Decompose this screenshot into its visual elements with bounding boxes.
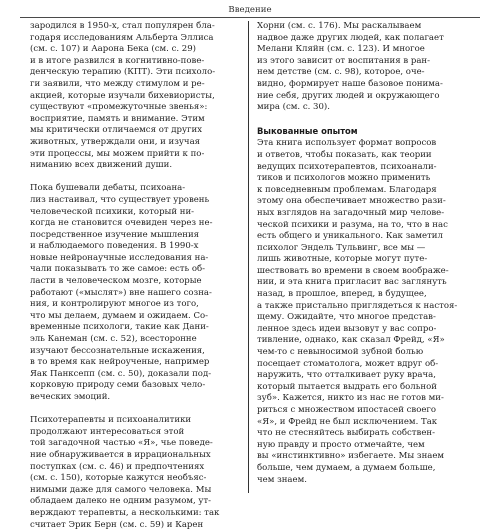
text-line: шествовать во времени в своем воображе- (257, 265, 449, 276)
text-line: чем знаем. (257, 474, 307, 485)
text-line: ги заявили, что между стимулом и ре- (30, 78, 205, 89)
text-line: что не стесняйтесь выбирать собствен- (257, 428, 435, 439)
text-line: к повседневным проблемам. Благодаря (257, 184, 437, 195)
text-line: человеческой психики, который ни- (30, 206, 195, 217)
text-line: щему. Ожидайте, что многое представ- (257, 312, 436, 323)
text-line: той загадочной частью «Я», чье поведе- (30, 438, 213, 449)
text-line: лиз настаивал, что существует уровень (30, 194, 210, 205)
text-line: нем детстве (см. с. 98), которое, оче- (257, 67, 425, 78)
text-line: (см. с. 107) и Аарона Бека (см. с. 29) (30, 44, 197, 55)
text-line: считает Эрик Берн (см. с. 59) и Карен (30, 519, 204, 530)
text-line: в то время как нейроученые, например (30, 357, 210, 368)
text-line: ческой психики и разума, на то, что в нас (257, 219, 448, 230)
header-rule (20, 17, 480, 18)
section-subheading: Выкованные опытом (257, 126, 358, 137)
text-line: ласти в человеческом мозге, которые (30, 276, 202, 287)
text-line: обладаем далеко не одним разумом, ут- (30, 496, 212, 507)
text-line: ную правду и просто отмечайте, чем (257, 439, 425, 450)
text-line: посредственное изучение мышления (30, 229, 200, 240)
text-line: Мелани Кляйн (см. с. 123). И многое (257, 44, 425, 55)
text-line: есть общего и уникального. Как заметил (257, 231, 443, 242)
text-line: изучают бессознательные искажения, (30, 345, 205, 356)
text-line: больше, чем думаем, а думаем больше, (257, 462, 436, 473)
text-line: восприятие, память и внимание. Этим (30, 113, 205, 124)
text-line: существуют «промежуточные звенья»: (30, 102, 208, 113)
text-line: ния, и контролируют многое из того, (30, 299, 199, 310)
right-text-column (257, 21, 469, 486)
text-line: работают («мыслят») вне нашего созна- (30, 287, 212, 298)
text-line: «Я», и Фрейд не был исключением. Так (257, 416, 438, 427)
paragraph-gap (30, 172, 242, 184)
text-line: и ответов, чтобы показать, как теории (257, 149, 432, 160)
text-line: который пытается выдрать его больной (257, 381, 437, 392)
text-line: (см. с. 150), которые кажутся необъяс- (30, 473, 207, 484)
text-line: ние себя, других людей и окружающего (257, 90, 440, 101)
text-line: денческую терапию (КПТ). Эти психоло- (30, 67, 216, 78)
text-line: и в итоге развился в когнитивно-пове- (30, 55, 205, 66)
text-line: поступках (см. с. 46) и предпочтениях (30, 461, 205, 472)
text-line: ние обнаруживается в иррациональных (30, 449, 211, 460)
text-line: а также пристально приглядеться к настоя- (257, 300, 458, 311)
text-line: и наблюдаемого поведения. В 1990-х (30, 241, 199, 252)
text-line: лишь животные, которые могут путе- (257, 254, 428, 265)
text-line: тивление, однако, как сказал Фрейд, «Я» (257, 335, 445, 346)
right-column-section-body (257, 138, 469, 486)
text-line: продолжают интересоваться этой (30, 426, 185, 437)
left-text-column (30, 21, 242, 531)
text-line: наружить, что отталкивает руку врача, (257, 370, 436, 381)
text-line: чали показывать то же самое: есть об- (30, 264, 206, 275)
text-line: надвое даже других людей, как полагает (257, 32, 444, 43)
right-column-intro (257, 21, 469, 125)
text-line: ведущих психотерапевтов, психоанали- (257, 161, 437, 172)
running-header: Введение (228, 5, 272, 15)
text-line: акцией, которые изучали бихевиористы, (30, 90, 215, 101)
text-line: ных взглядов на загадочный мир челове- (257, 207, 445, 218)
text-line: мы критически отличаемся от других (30, 125, 203, 136)
text-line: годаря исследованиям Альберта Эллиса (30, 32, 214, 43)
text-line: чем-то с невыносимой зубной болью (257, 347, 424, 358)
text-line: когда не становится очевиден через не- (30, 218, 213, 229)
text-line: эти процессы, мы можем прийти к по- (30, 148, 205, 159)
text-line: верждают терапевты, а несколькими: так (30, 507, 220, 518)
text-line: нимыми даже для самого человека. Мы (30, 484, 212, 495)
text-line: Пока бушевали дебаты, психоана- (30, 183, 186, 194)
text-line: Хорни (см. с. 176). Мы раскалываем (257, 21, 422, 31)
text-line: мира (см. с. 30). (257, 102, 330, 113)
text-line: посещает стоматолога, может вдруг об- (257, 358, 439, 369)
text-line: риться с множеством ипостасей своего (257, 405, 437, 415)
text-line: тиков и психологов можно применить (257, 173, 431, 184)
text-line: зародился в 1950-х, стал популярен бла- (30, 21, 215, 31)
text-line: животных, утверждали они, и изучая (30, 136, 201, 147)
paragraph-gap (30, 404, 242, 416)
text-line: эль Канеман (см. с. 52), всесторонне (30, 334, 197, 345)
text-line: нии, и эта книга пригласит вас заглянуть (257, 277, 447, 288)
text-line: психолог Эндель Тульвинг, все мы — (257, 242, 426, 253)
text-line: ниманию всех движений души. (30, 160, 173, 171)
text-line: ленное здесь идеи вызовут у вас сопро- (257, 323, 437, 334)
text-line: из этого зависит от воспитания в ран- (257, 55, 431, 66)
text-line: зуб». Кажется, никто из нас не готов ми- (257, 393, 444, 404)
text-line: корковую природу семи базовых чело- (30, 380, 206, 391)
text-line: что мы делаем, думаем и ожидаем. Со- (30, 310, 209, 321)
column-divider (248, 21, 249, 493)
text-line: временные психологи, такие как Дани- (30, 322, 209, 333)
text-line: видно, формирует наше базовое понима- (257, 78, 443, 89)
paragraph-gap (257, 114, 469, 126)
text-line: веческих эмоций. (30, 392, 111, 402)
text-line: Психотерапевты и психоаналитики (30, 415, 192, 426)
text-line: Яак Панксепп (см. с. 50), доказали под- (30, 368, 212, 379)
text-line: Эта книга использует формат вопросов (257, 138, 437, 149)
text-line: вы «инстинктивно» избегаете. Мы знаем (257, 451, 445, 462)
text-line: новые нейронаучные исследования на- (30, 252, 209, 263)
text-line: назад, в прошлое, вперед, в будущее, (257, 289, 427, 300)
text-line: этому она обеспечивает множество рази- (257, 196, 446, 207)
